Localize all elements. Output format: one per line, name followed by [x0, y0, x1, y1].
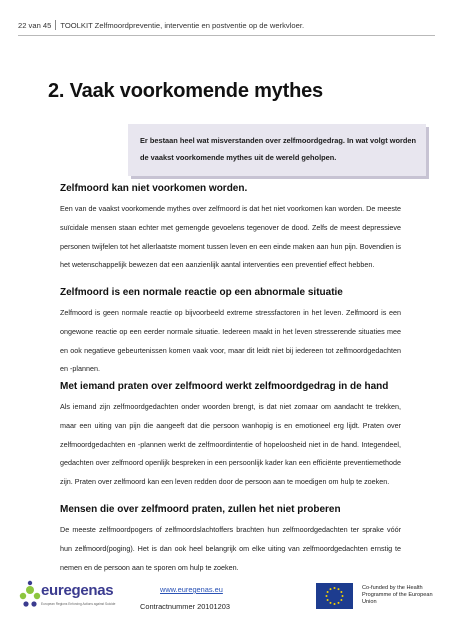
section-heading: Zelfmoord kan niet voorkomen worden.	[60, 183, 248, 194]
logo-tagline: European Regions Enforcing Actions against Suicide	[41, 602, 116, 606]
callout-text: Er bestaan heel wat misverstanden over zelfmoordgedrag. In wat volgt worden de vaakst voorkomende mythes uit de wereld geholpen.	[140, 136, 416, 162]
section-heading: Met iemand praten over zelfmoord werkt zelfmoordgedrag in de hand	[60, 381, 389, 392]
myth-section-1	[60, 183, 401, 275]
myth-section-3	[60, 381, 401, 492]
website-link[interactable]: www.euregenas.eu	[160, 585, 223, 594]
eu-flag-icon	[316, 583, 353, 609]
myth-section-2	[60, 287, 401, 379]
page-header	[18, 20, 304, 30]
euregenas-logo	[15, 577, 116, 617]
section-heading: Mensen die over zelfmoord praten, zullen het niet proberen	[60, 504, 341, 515]
header-divider	[18, 35, 435, 36]
section-body: Een van de vaakst voorkomende mythes over zelfmoord is dat het niet voorkomen kan worden. De meeste suïcidale mensen staan echter met gemengde gevoelens tegenover de dood. Zelfs de meest depressieve personen twijfelen tot het allerlaatste moment tussen leven en een einde maken aan hun pijn. Bovendien is het wetenschappelijk bewezen dat een aanzienlijk aantal interventies een preventief effect hebben.	[60, 204, 401, 270]
section-body: De meeste zelfmoordpogers of zelfmoordslachtoffers brachten hun zelfmoordgedachten ter sprake vóór hun zelfmoord(poging). Het is dan ook heel belangrijk om elke uiting van zelfmoordgedachten ernstig te nemen en de persoon aan te sporen om hulp te zoeken.	[60, 525, 401, 572]
myth-section-4	[60, 504, 401, 577]
eu-stars-icon	[316, 583, 353, 609]
header-separator	[55, 20, 56, 30]
eu-funding-note: Co-funded by the Health Programme of the European Union	[362, 585, 433, 605]
logo-wordmark: euregenas	[41, 582, 114, 599]
section-heading: Zelfmoord is een normale reactie op een abnormale situatie	[60, 287, 343, 298]
chapter-title: 2. Vaak voorkomende mythes	[48, 80, 323, 102]
page-indicator: 22 van 45	[18, 21, 52, 30]
contract-number: Contractnummer 20101203	[140, 602, 230, 611]
intro-callout	[128, 124, 426, 176]
section-body: Als iemand zijn zelfmoordgedachten onder woorden brengt, is dat niet zomaar om aandacht te trekken, maar een uiting van pijn die aangeeft dat die persoon wanhopig is en emotioneel erg lijdt. Praten over zelfmoordgedachten en -plannen werkt de zelfmoordintentie of hopeloosheid niet in de hand. Integendeel, gedachten over zelfmoord openlijk bespreken in een persoonlijk kader kan een efficiënte preventiemethode zijn. Praten over zelfmoord kan een leven redden door de persoon aan te moedigen om hulp te zoeken.	[60, 402, 401, 487]
document-title: TOOLKIT Zelfmoordpreventie, interventie en postventie op de werkvloer.	[60, 21, 305, 30]
section-body: Zelfmoord is geen normale reactie op bijvoorbeeld extreme stressfactoren in het leven. Zelfmoord is een ongewone reactie op een eerder normale situatie. Iedereen maakt in het leven stresserende situaties mee en ook negatieve gebeurtenissen komen vaak voor, maar dit leidt niet bij iedereen tot zelfmoordgedachten en -plannen.	[60, 308, 401, 374]
